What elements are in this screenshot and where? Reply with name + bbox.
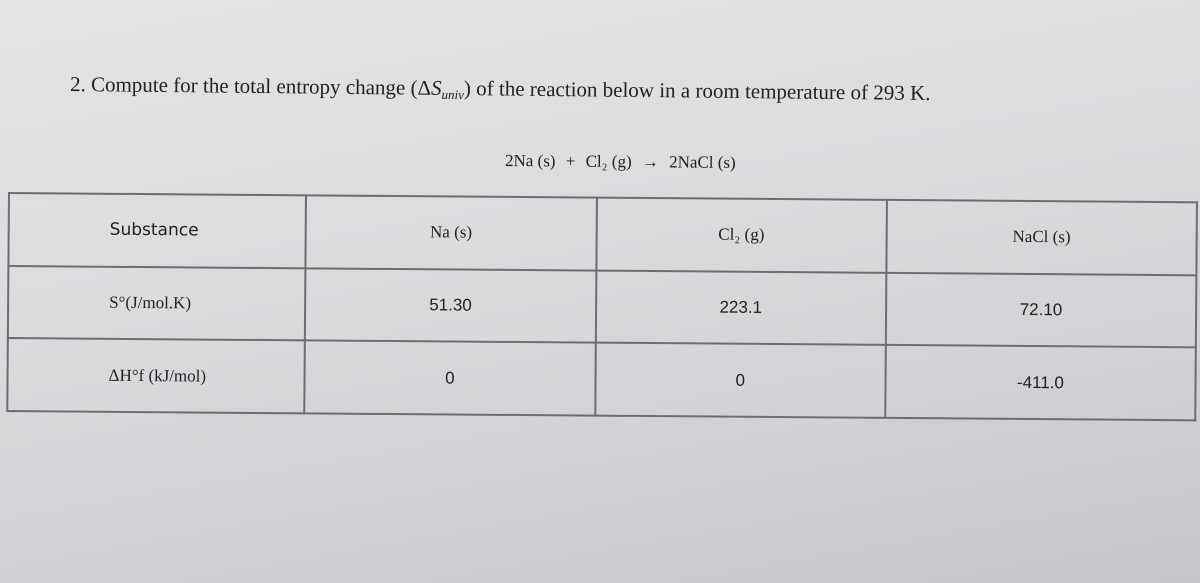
header-cl2: Cl₂ (g) <box>596 198 887 273</box>
header-na: Na (s) <box>306 195 597 270</box>
table-header-row <box>8 193 1197 275</box>
cell-cl2-entropy: 223.1 <box>595 270 886 345</box>
data-table-wrapper <box>6 192 1198 421</box>
reaction-arrow: → <box>641 152 660 172</box>
cell-na-enthalpy: 0 <box>305 341 596 416</box>
thermo-data-table <box>6 192 1198 421</box>
entropy-subscript: univ <box>441 86 464 103</box>
product: 2NaCl (s) <box>669 152 736 173</box>
cell-na-entropy: 51.30 <box>305 268 596 343</box>
row-label-enthalpy: ΔH°f (kJ/mol) <box>7 338 305 413</box>
question-text <box>70 72 931 108</box>
cell-nacl-enthalpy: -411.0 <box>885 345 1196 420</box>
cell-cl2-enthalpy: 0 <box>595 343 886 418</box>
reactant-1: 2Na (s) <box>504 151 556 171</box>
header-nacl: NaCl (s) <box>886 200 1197 275</box>
entropy-symbol: S <box>430 75 442 100</box>
row-label-entropy: S°(J/mol.K) <box>8 266 306 341</box>
table-row <box>7 338 1196 420</box>
question-number: 2. <box>69 72 86 97</box>
reactant-2: Cl₂ (g) <box>585 151 632 172</box>
reaction-equation <box>505 151 742 173</box>
plus-sign: + <box>565 151 576 171</box>
cell-nacl-entropy: 72.10 <box>886 273 1197 348</box>
header-substance: Substance <box>8 193 306 268</box>
question-text-before: Compute for the total entropy change (Δ <box>90 72 432 100</box>
question-text-after: ) of the reaction below in a room temperature of 293 K. <box>463 76 931 106</box>
table-row <box>8 266 1197 348</box>
